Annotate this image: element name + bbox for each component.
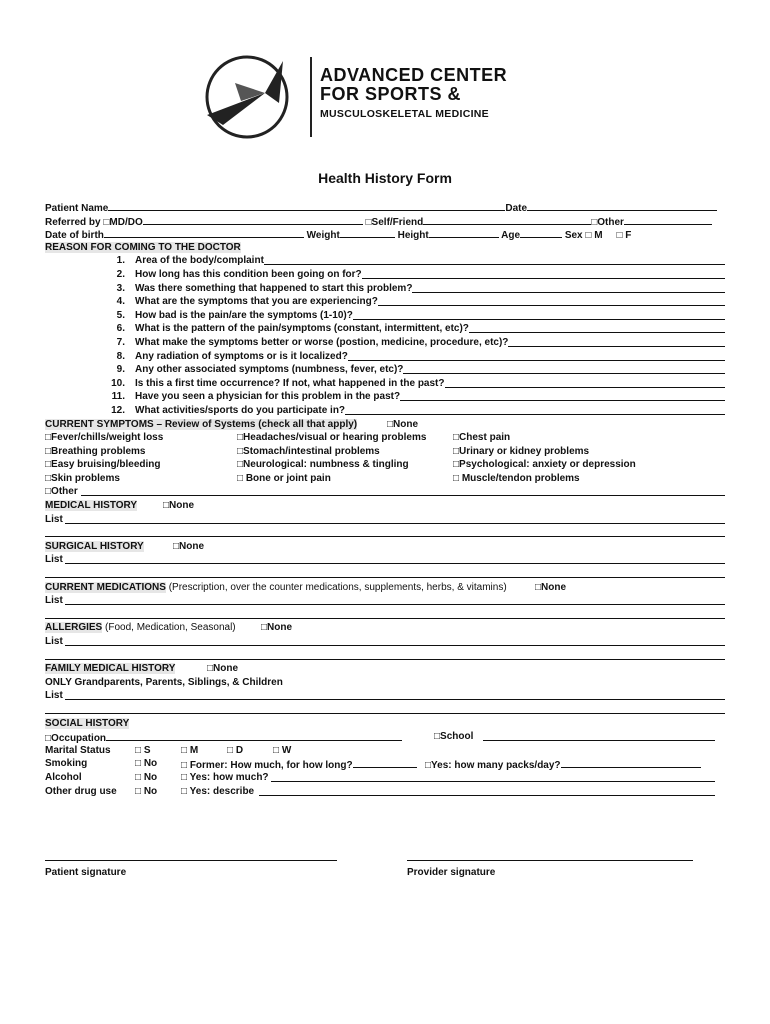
question-answer-field[interactable] [403,363,725,374]
age-field[interactable] [520,227,562,238]
symptoms-row [45,431,725,445]
symptom-checkbox[interactable]: □Fever/chills/weight loss [45,432,164,444]
reason-question-row [45,268,725,282]
question-answer-field[interactable] [353,309,725,320]
md-do-checkbox[interactable]: □MD/DO [103,216,143,228]
question-answer-field[interactable] [445,377,725,388]
question-text: What activities/sports do you participate in? [135,404,346,416]
surgical-list-row-2 [45,567,725,581]
question-text: Area of the body/complaint [135,255,264,267]
reason-question-row [45,336,725,350]
symptoms-none-checkbox[interactable]: □None [387,418,419,430]
allergies-list-row [45,635,725,649]
symptoms-other-row [45,485,725,499]
smoking-no-checkbox[interactable]: □ No [135,758,158,770]
surgical-list-label: List [45,554,63,566]
patient-signature-block [45,860,337,878]
smoking-former-field[interactable] [353,757,417,768]
other-field[interactable] [624,214,712,225]
symptom-checkbox[interactable]: □Urinary or kidney problems [453,445,590,457]
referred-by-label: Referred by [45,216,101,228]
patient-signature-label: Patient signature [45,867,127,878]
marital-s-checkbox[interactable]: □ S [135,744,151,756]
allergies-list-label: List [45,636,63,647]
medical-heading-row [45,499,725,513]
surgical-heading-row [45,540,725,554]
question-number: 8. [116,350,125,362]
question-number: 4. [116,296,125,308]
question-number: 10. [111,377,125,389]
symptom-checkbox[interactable]: □Stomach/intestinal problems [237,445,380,457]
question-number: 6. [116,323,125,335]
symptom-checkbox[interactable]: □Breathing problems [45,445,146,457]
reason-heading: REASON FOR COMING TO THE DOCTOR [45,241,241,253]
weight-label: Weight [306,230,340,242]
drug-no-checkbox[interactable]: □ No [135,785,158,797]
patient-signature-field[interactable] [45,860,337,861]
symptoms-row [45,458,725,472]
dob-field[interactable] [104,227,304,238]
medications-list-field[interactable] [65,594,725,605]
reason-question-row [45,309,725,323]
symptom-checkbox[interactable]: □ Muscle/tendon problems [453,472,580,484]
question-number: 2. [116,268,125,280]
social-heading: SOCIAL HISTORY [45,717,130,729]
alcohol-yes-checkbox[interactable]: □ Yes: how much? [181,771,269,783]
reason-questions [45,254,725,417]
school-checkbox[interactable]: □School [434,731,474,743]
date-field[interactable] [527,200,717,211]
symptoms-other-field[interactable] [81,485,725,496]
clinic-name-line2: FOR SPORTS & [320,84,462,104]
symptoms-row [45,445,725,459]
family-none-checkbox[interactable]: □None [207,663,239,675]
alcohol-row [45,771,725,785]
symptoms-other-checkbox[interactable]: □Other [45,486,78,498]
reason-question-row [45,295,725,309]
marital-m-checkbox[interactable]: □ M [181,744,199,756]
question-answer-field[interactable] [362,268,725,279]
provider-signature-field[interactable] [407,860,693,861]
school-field[interactable] [483,730,715,741]
smoking-label: Smoking [45,758,88,770]
symptom-checkbox[interactable]: □Chest pain [453,432,511,444]
occupation-checkbox[interactable]: □Occupation [45,733,107,745]
allergies-none-checkbox[interactable]: □None [261,622,293,634]
family-list-field[interactable] [65,689,725,700]
occupation-row [45,730,725,744]
alcohol-label: Alcohol [45,771,82,783]
smoking-packs-field[interactable] [561,757,701,768]
medications-list-row-2 [45,608,725,622]
reason-question-row [45,404,725,418]
allergies-list-row-2 [45,649,725,663]
self-friend-field[interactable] [423,214,591,225]
smoking-former-label: □ Former: How much, for how long? [181,760,353,772]
question-number: 1. [116,255,125,267]
question-answer-field[interactable] [412,282,725,293]
marital-w-checkbox[interactable]: □ W [273,744,292,756]
sex-label: Sex [564,230,583,242]
weight-field[interactable] [340,227,395,238]
family-heading-row [45,662,725,676]
reason-heading-row [45,241,725,255]
marital-row [45,744,725,758]
question-text: Any other associated symptoms (numbness, fever, etc)? [135,364,404,376]
reason-question-row [45,322,725,336]
symptoms-row [45,472,725,486]
question-answer-field[interactable] [508,336,725,347]
reason-question-row [45,350,725,364]
medical-list-row-2 [45,526,725,540]
medical-list-row [45,513,725,527]
question-number: 7. [116,336,125,348]
question-answer-field[interactable] [378,295,725,306]
question-text: Have you seen a physician for this problem in the past? [135,391,401,403]
date-label: Date [505,203,528,214]
reason-question-row [45,254,725,268]
question-number: 12. [111,404,125,416]
medical-heading: MEDICAL HISTORY [45,500,138,512]
symptoms-heading-row [45,418,725,432]
occupation-field[interactable] [106,730,402,741]
sex-f-checkbox[interactable]: □ F [616,230,632,242]
form-body [45,200,725,798]
marital-d-checkbox[interactable]: □ D [227,744,244,756]
medical-list-label: List [45,513,63,525]
family-list-field-2[interactable] [45,703,725,714]
alcohol-amount-field[interactable] [271,771,715,782]
question-text: What is the pattern of the pain/symptoms (constant, intermittent, etc)? [135,323,469,335]
symptom-checkbox[interactable]: □Skin problems [45,472,120,484]
question-text: Was there something that happened to start this problem? [135,282,413,294]
patient-name-field[interactable] [108,200,505,211]
family-list-row [45,689,725,703]
family-list-label: List [45,690,63,702]
family-subtitle: ONLY Grandparents, Parents, Siblings, & Children [45,676,283,688]
question-answer-field[interactable] [264,254,725,265]
medications-none-checkbox[interactable]: □None [535,581,567,593]
surgical-none-checkbox[interactable]: □None [173,540,205,552]
medical-list-field[interactable] [65,513,725,524]
medications-list-field-2[interactable] [45,608,725,619]
drug-yes-checkbox[interactable]: □ Yes: describe [181,785,255,797]
clinic-name-line3: MUSCULOSKELETAL MEDICINE [320,108,489,120]
drug-label: Other drug use [45,785,117,797]
family-list-row-2 [45,703,725,717]
social-heading-row [45,717,725,731]
provider-signature-block [407,860,693,878]
dob-row [45,227,725,241]
question-number: 11. [111,391,125,403]
surgical-heading: SURGICAL HISTORY [45,540,144,552]
self-friend-checkbox[interactable]: □Self/Friend [365,216,424,228]
question-text: How bad is the pain/are the symptoms (1-10)? [135,309,353,321]
patient-name-label: Patient Name [45,203,109,214]
reason-question-row [45,282,725,296]
sex-m-checkbox[interactable]: □ M [585,230,603,242]
medications-heading: CURRENT MEDICATIONS [45,581,166,593]
family-heading: FAMILY MEDICAL HISTORY [45,663,176,675]
age-label: Age [501,230,521,242]
provider-signature-label: Provider signature [407,867,496,878]
surgical-list-row [45,553,725,567]
clinic-name-line1: ADVANCED CENTER [320,65,508,85]
reason-question-row [45,363,725,377]
question-text: Is this a first time occurrence? If not, what happened in the past? [135,377,445,389]
question-number: 9. [116,364,125,376]
drug-row [45,785,725,799]
referred-row [45,214,725,228]
patient-name-row [45,200,725,214]
clinic-name [320,66,507,120]
allergies-heading: ALLERGIES [45,622,103,634]
smoking-yes-label: □Yes: how many packs/day? [425,760,561,772]
symptom-checkbox[interactable]: □Psychological: anxiety or depression [453,459,636,471]
marital-label: Marital Status [45,744,111,756]
medical-list-field-2[interactable] [45,526,725,537]
drug-describe-field[interactable] [259,785,715,796]
question-answer-field[interactable] [400,390,725,401]
family-subtitle-row [45,676,725,690]
md-do-field[interactable] [143,214,363,225]
height-field[interactable] [429,227,499,238]
question-answer-field[interactable] [348,350,725,361]
dob-label: Date of birth [45,230,104,242]
medications-list-label: List [45,595,63,607]
reason-question-row [45,390,725,404]
symptom-checkbox[interactable]: □Easy bruising/bleeding [45,459,161,471]
form-title: Health History Form [318,170,452,186]
question-number: 3. [116,282,125,294]
allergies-list-field[interactable] [65,635,725,646]
question-answer-field[interactable] [345,404,725,415]
medications-detail: (Prescription, over the counter medications, supplements, herbs, & vitamins) [168,581,507,593]
symptom-checkbox[interactable]: □ Bone or joint pain [237,472,331,484]
symptoms-heading: CURRENT SYMPTOMS – Review of Systems (check all that apply) [45,418,358,430]
question-text: What are the symptoms that you are experiencing? [135,296,378,308]
alcohol-no-checkbox[interactable]: □ No [135,771,158,783]
question-number: 5. [116,309,125,321]
question-text: Any radiation of symptoms or is it localized? [135,350,348,362]
smoking-row [45,757,725,771]
surgical-list-field[interactable] [65,553,725,564]
question-answer-field[interactable] [469,322,725,333]
allergies-detail: (Food, Medication, Seasonal) [105,622,236,634]
symptom-checkbox[interactable]: □Headaches/visual or hearing problems [237,432,427,444]
allergies-heading-row [45,621,725,635]
symptom-checkbox[interactable]: □Neurological: numbness & tingling [237,459,409,471]
question-text: What make the symptoms better or worse (postion, medicine, procedure, etc)? [135,336,509,348]
question-text: How long has this condition been going on for? [135,268,362,280]
symptoms-grid [45,431,725,485]
reason-question-row [45,377,725,391]
medications-list-row [45,594,725,608]
other-checkbox[interactable]: □Other [591,216,624,228]
height-label: Height [397,230,429,242]
medications-heading-row [45,581,725,595]
medical-none-checkbox[interactable]: □None [163,500,195,512]
allergies-list-field-2[interactable] [45,649,725,660]
surgical-list-field-2[interactable] [45,567,725,578]
